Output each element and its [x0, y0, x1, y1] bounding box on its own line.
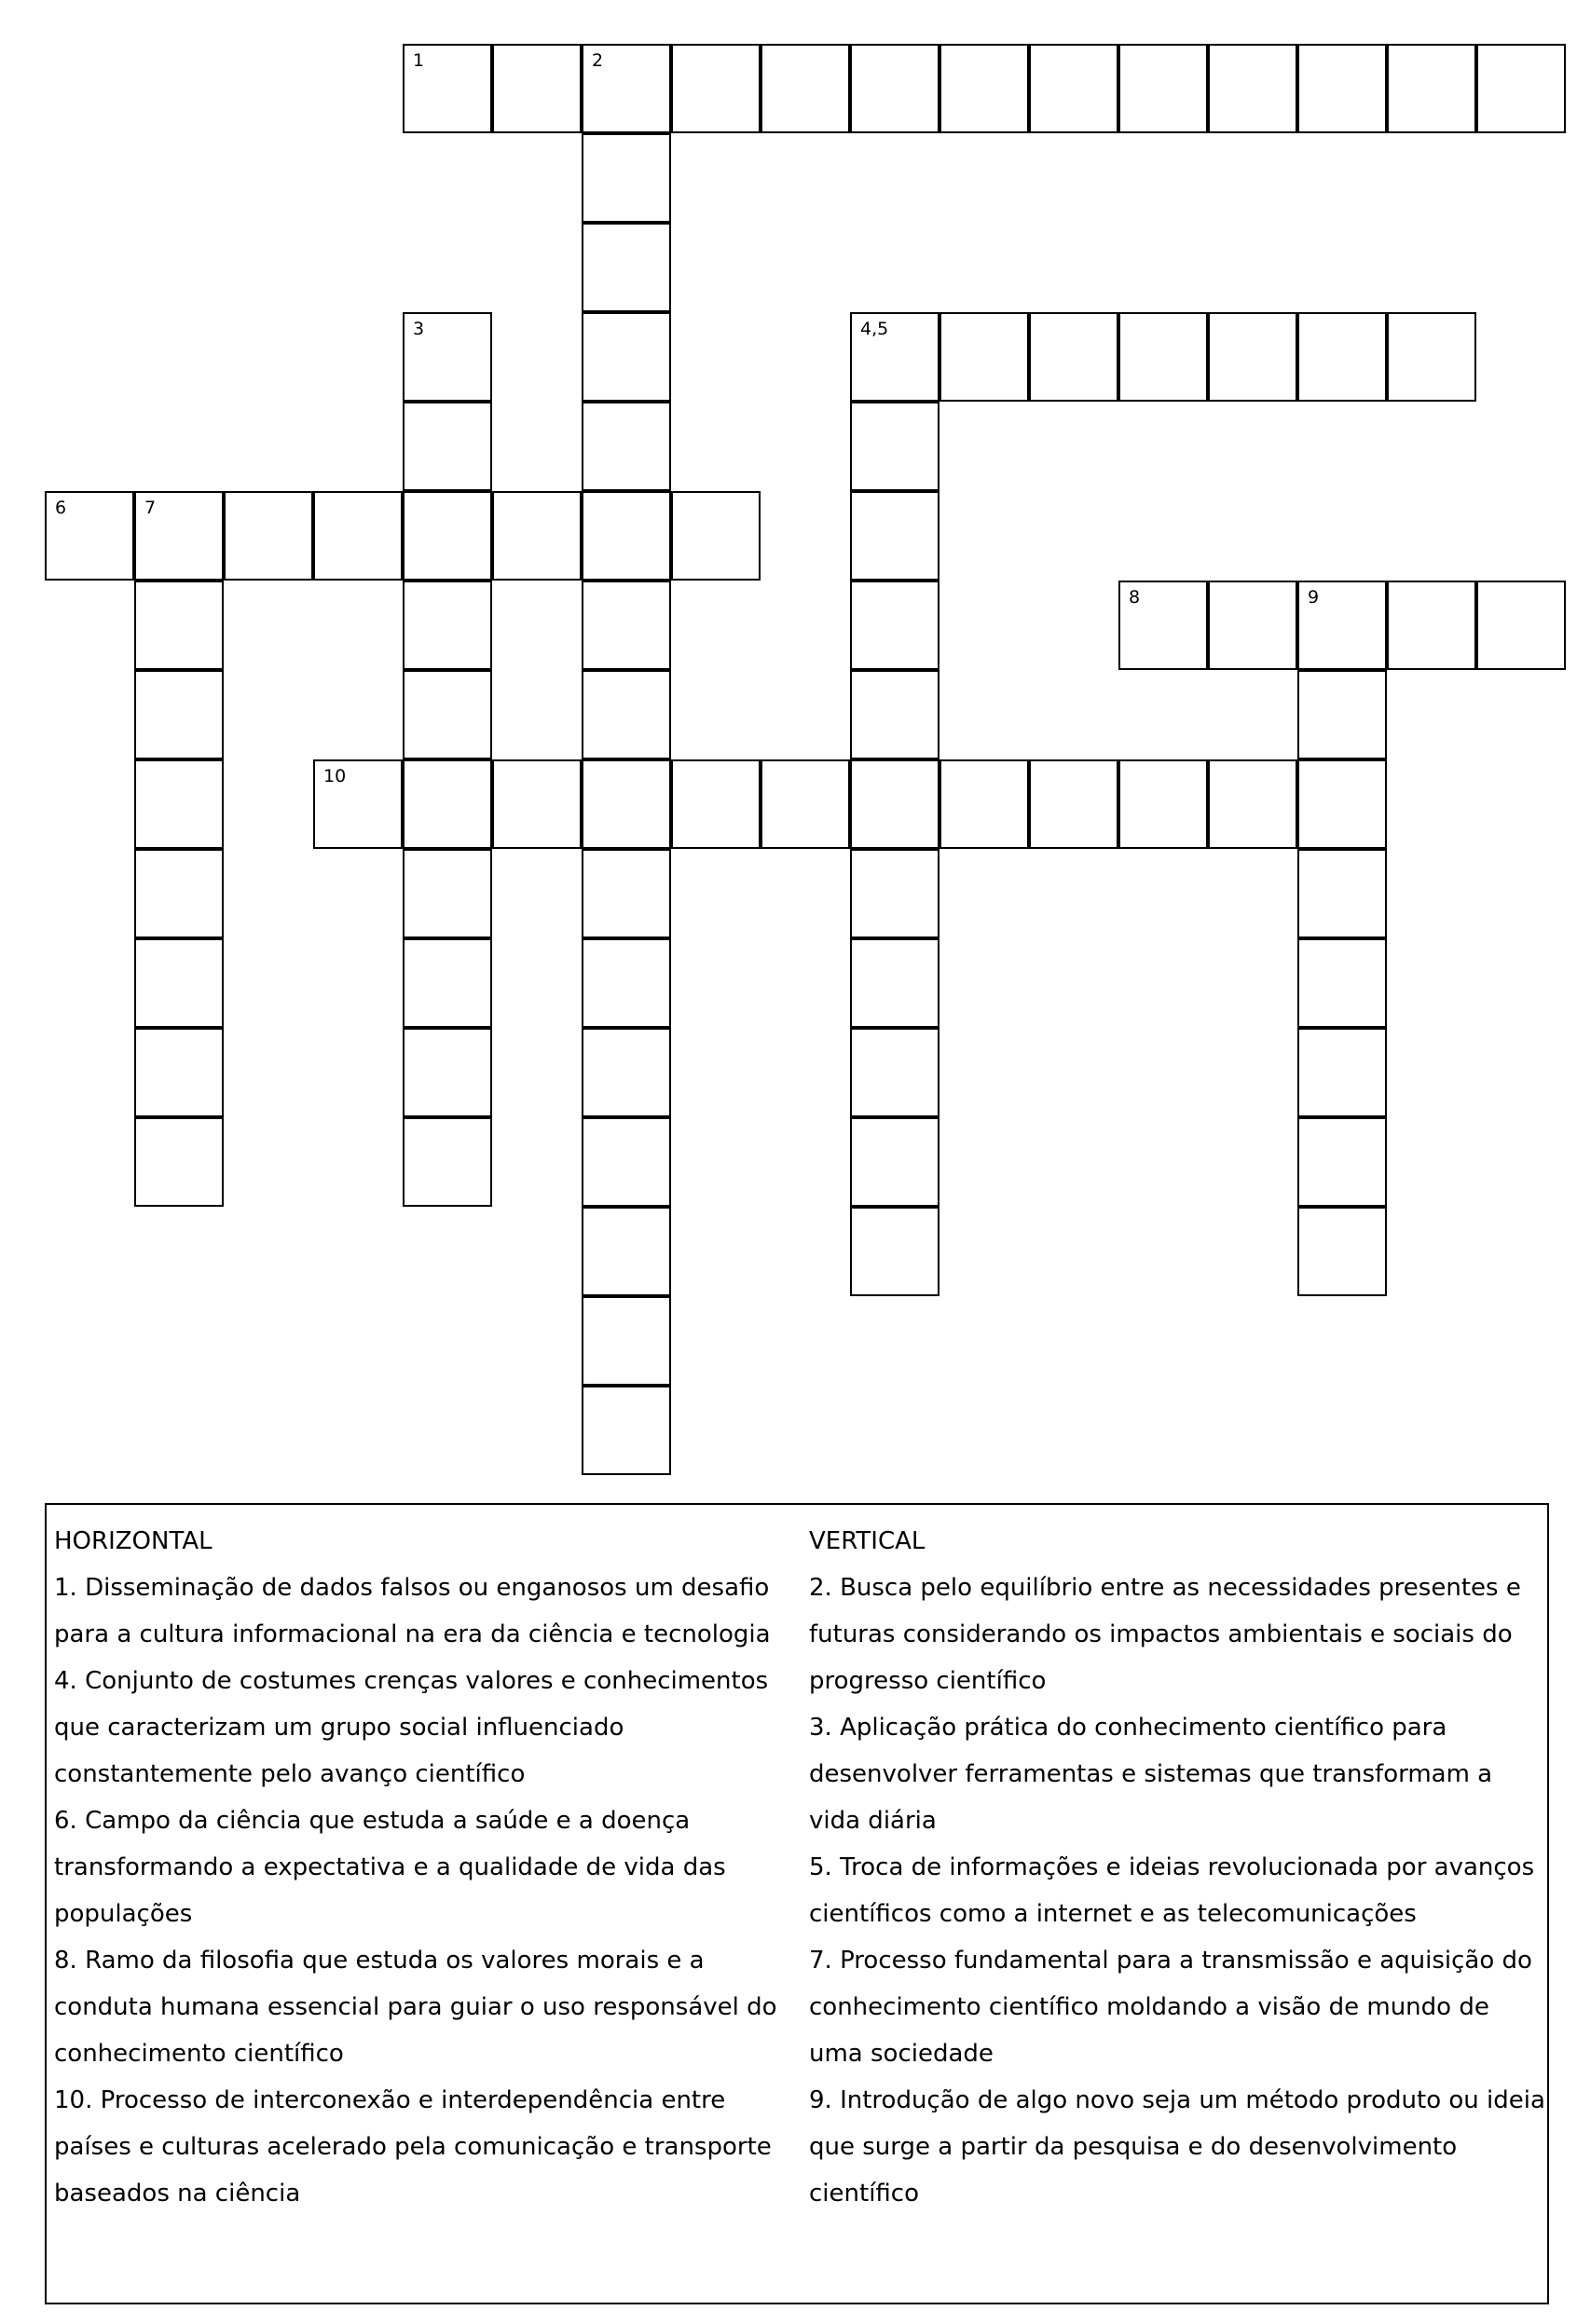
grid-cell[interactable] — [1387, 581, 1476, 670]
clue-number: 4,5 — [860, 319, 889, 339]
grid-cell[interactable] — [134, 491, 224, 581]
grid-cell[interactable] — [1029, 44, 1118, 133]
grid-cell[interactable] — [403, 759, 492, 849]
grid-cell[interactable] — [850, 402, 939, 491]
clue-number: 10 — [323, 766, 347, 786]
vertical-title: VERTICAL — [809, 1527, 926, 1555]
clue-v-9: 9. Introdução de algo novo seja um método produto ou ideia que surge a partir da pesquisa e do desenvolvimento científico — [809, 2086, 1545, 2208]
grid-cell[interactable] — [134, 938, 224, 1028]
clue-number: 3 — [413, 319, 425, 339]
grid-cell[interactable] — [671, 44, 761, 133]
grid-cell[interactable] — [492, 44, 582, 133]
grid-cell[interactable] — [1297, 312, 1387, 402]
grid-cell[interactable] — [134, 849, 224, 938]
clue-number: 7 — [144, 498, 157, 518]
grid-cell[interactable] — [403, 1028, 492, 1117]
grid-cell[interactable] — [1208, 44, 1297, 133]
grid-cell[interactable] — [1297, 1117, 1387, 1207]
grid-cell[interactable] — [850, 1207, 939, 1296]
grid-cell[interactable] — [582, 759, 671, 849]
grid-cell[interactable] — [1029, 759, 1118, 849]
grid-cell[interactable] — [582, 1028, 671, 1117]
grid-cell[interactable] — [582, 1207, 671, 1296]
grid-cell[interactable] — [1208, 581, 1297, 670]
grid-cell[interactable] — [403, 491, 492, 581]
clue-h-6: 6. Campo da ciência que estuda a saúde e a doença transformando a expectativa e a qualidade de vida das populações — [54, 1807, 726, 1928]
grid-cell[interactable] — [850, 849, 939, 938]
grid-cell[interactable] — [939, 44, 1029, 133]
grid-cell[interactable] — [134, 759, 224, 849]
vertical-clues — [809, 1518, 1545, 2217]
grid-cell[interactable] — [1476, 44, 1566, 133]
grid-cell[interactable] — [850, 1028, 939, 1117]
grid-cell[interactable] — [1118, 581, 1208, 670]
grid-cell[interactable] — [850, 1117, 939, 1207]
grid-cell[interactable] — [761, 759, 850, 849]
grid-cell[interactable] — [582, 581, 671, 670]
grid-cell[interactable] — [403, 849, 492, 938]
grid-cell[interactable] — [492, 491, 582, 581]
horizontal-title: HORIZONTAL — [54, 1527, 213, 1555]
grid-cell[interactable] — [582, 133, 671, 223]
clue-v-2: 2. Busca pelo equilíbrio entre as necessidades presentes e futuras considerando os impactos ambientais e sociais do progresso científico — [809, 1574, 1521, 1695]
grid-cell[interactable] — [582, 312, 671, 402]
clue-h-8: 8. Ramo da filosofia que estuda os valores morais e a conduta humana essencial para guiar o uso responsável do conhecimento científico — [54, 1947, 777, 2068]
grid-cell[interactable] — [45, 491, 134, 581]
grid-cell[interactable] — [403, 402, 492, 491]
clue-number: 2 — [592, 50, 604, 71]
clue-v-7: 7. Processo fundamental para a transmissão e aquisição do conhecimento científico moldando a visão de mundo de uma sociedade — [809, 1947, 1532, 2068]
grid-cell[interactable] — [403, 938, 492, 1028]
grid-cell[interactable] — [1297, 44, 1387, 133]
grid-cell[interactable] — [671, 491, 761, 581]
grid-cell[interactable] — [403, 581, 492, 670]
grid-cell[interactable] — [403, 1117, 492, 1207]
grid-cell[interactable] — [1029, 312, 1118, 402]
horizontal-clues — [54, 1518, 800, 2217]
grid-cell[interactable] — [134, 1028, 224, 1117]
grid-cell[interactable] — [582, 1386, 671, 1475]
grid-cell[interactable] — [403, 44, 492, 133]
grid-cell[interactable] — [224, 491, 313, 581]
grid-cell[interactable] — [582, 1117, 671, 1207]
grid-cell[interactable] — [134, 1117, 224, 1207]
clue-number: 9 — [1308, 587, 1320, 608]
grid-cell[interactable] — [671, 759, 761, 849]
grid-cell[interactable] — [850, 581, 939, 670]
grid-cell[interactable] — [403, 670, 492, 759]
grid-cell[interactable] — [1387, 44, 1476, 133]
grid-cell[interactable] — [313, 759, 403, 849]
grid-cell[interactable] — [850, 938, 939, 1028]
grid-cell[interactable] — [582, 670, 671, 759]
grid-cell[interactable] — [1118, 759, 1208, 849]
grid-cell[interactable] — [1208, 759, 1297, 849]
grid-cell[interactable] — [1297, 849, 1387, 938]
clue-h-1: 1. Disseminação de dados falsos ou enganosos um desafio para a cultura informacional na era da ciência e tecnologia — [54, 1574, 771, 1648]
grid-cell[interactable] — [582, 223, 671, 312]
grid-cell[interactable] — [582, 849, 671, 938]
clue-h-10: 10. Processo de interconexão e interdependência entre países e culturas acelerado pela comunicação e transporte baseados na ciência — [54, 2086, 772, 2208]
grid-cell[interactable] — [761, 44, 850, 133]
grid-cell[interactable] — [582, 1296, 671, 1386]
grid-cell[interactable] — [134, 670, 224, 759]
grid-cell[interactable] — [313, 491, 403, 581]
grid-cell[interactable] — [1297, 759, 1387, 849]
grid-cell[interactable] — [582, 402, 671, 491]
grid-cell[interactable] — [850, 670, 939, 759]
grid-cell[interactable] — [939, 312, 1029, 402]
grid-cell[interactable] — [939, 759, 1029, 849]
grid-cell[interactable] — [1208, 312, 1297, 402]
grid-cell[interactable] — [1297, 1207, 1387, 1296]
grid-cell[interactable] — [850, 491, 939, 581]
grid-cell[interactable] — [1297, 938, 1387, 1028]
grid-cell[interactable] — [850, 312, 939, 402]
clue-h-4: 4. Conjunto de costumes crenças valores e conhecimentos que caracterizam um grupo social influenciado constantemente pelo avanço científico — [54, 1667, 769, 1788]
grid-cell[interactable] — [582, 44, 671, 133]
grid-cell[interactable] — [850, 759, 939, 849]
grid-cell[interactable] — [1118, 44, 1208, 133]
grid-cell[interactable] — [1297, 581, 1387, 670]
clues-panel — [45, 1503, 1549, 2304]
grid-cell[interactable] — [1297, 670, 1387, 759]
grid-cell[interactable] — [1387, 312, 1476, 402]
grid-cell[interactable] — [850, 44, 939, 133]
clue-v-3: 3. Aplicação prática do conhecimento científico para desenvolver ferramentas e sistemas que transformam a vida diária — [809, 1714, 1493, 1835]
grid-cell[interactable] — [492, 759, 582, 849]
clue-number: 8 — [1129, 587, 1141, 608]
grid-cell[interactable] — [403, 312, 492, 402]
clue-number: 6 — [55, 498, 67, 518]
grid-cell[interactable] — [1476, 581, 1566, 670]
clue-v-5: 5. Troca de informações e ideias revolucionada por avanços científicos como a internet e as telecomunicações — [809, 1853, 1535, 1928]
clue-number: 1 — [413, 50, 425, 71]
grid-cell[interactable] — [582, 491, 671, 581]
grid-cell[interactable] — [582, 938, 671, 1028]
grid-cell[interactable] — [1297, 1028, 1387, 1117]
grid-cell[interactable] — [1118, 312, 1208, 402]
grid-cell[interactable] — [134, 581, 224, 670]
